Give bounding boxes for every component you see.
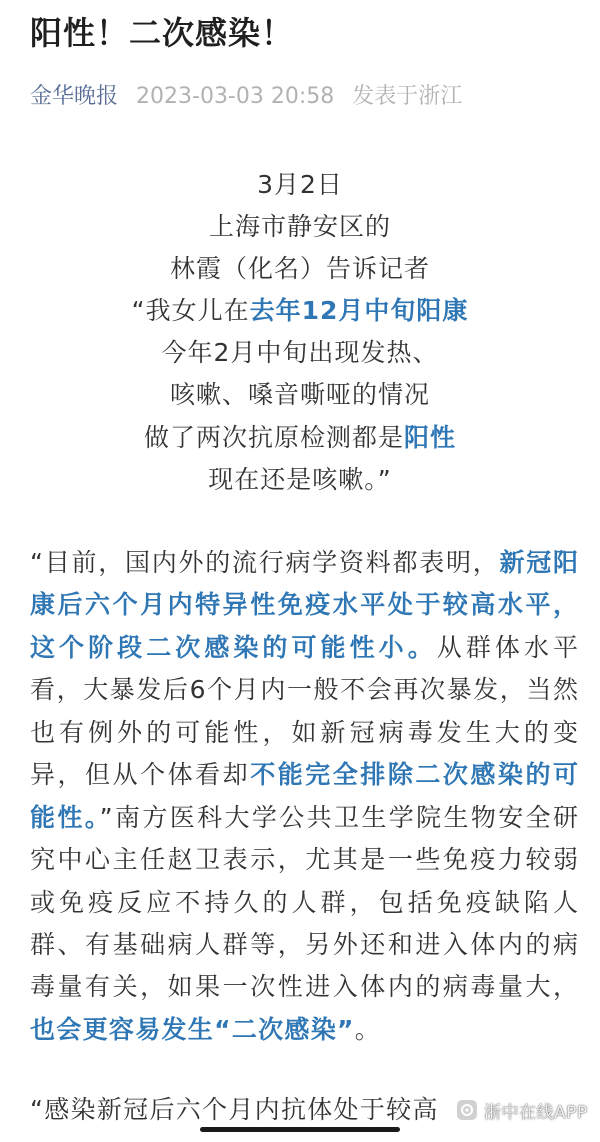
highlight-text: 这个阶段二次感染的可能性小。 xyxy=(30,632,437,662)
watermark xyxy=(454,1096,588,1124)
highlight-text: 去年12月中旬阳康 xyxy=(249,296,469,326)
highlight-text: 康后六个月内特异性免疫水平处于较高水平， xyxy=(30,590,578,620)
highlight-text: 能性。 xyxy=(30,802,100,832)
article-meta xyxy=(30,82,462,112)
body-line xyxy=(30,712,578,754)
publish-location: 发表于浙江 xyxy=(352,84,463,109)
highlight-text: 阳性 xyxy=(404,422,457,452)
plain-text: 看，大暴发后6个月内一般不会再次暴发，当然 xyxy=(30,675,578,705)
plain-text: ”南方医科大学公共卫生学院生物安全研 xyxy=(99,802,578,832)
body-line xyxy=(30,542,578,584)
intro-line xyxy=(0,332,600,374)
highlight-text: 新冠阳 xyxy=(499,548,578,577)
intro-line xyxy=(0,417,600,459)
body-line xyxy=(30,797,578,839)
body-line xyxy=(30,584,578,626)
body-line xyxy=(30,669,578,711)
plain-text: 做了两次抗原检测都是 xyxy=(143,422,404,452)
highlight-text: 也会更容易发生“二次感染” xyxy=(30,1014,355,1044)
body-line xyxy=(30,754,578,796)
plain-text: 或免疫反应不持久的人群，包括免疫缺陷人 xyxy=(30,887,578,917)
body-line xyxy=(30,627,578,669)
body-line xyxy=(30,882,578,924)
plain-text: “我女儿在 xyxy=(131,296,250,326)
plain-text: 现在还是咳嗽。” xyxy=(208,464,392,494)
plain-text: 群、有基础病人群等，另外还和进入体内的病 xyxy=(30,929,578,959)
plain-text: 咳嗽、嗓音嘶哑的情况 xyxy=(169,380,430,410)
intro-line xyxy=(0,374,600,416)
plain-text: 林霞（化名）告诉记者 xyxy=(169,254,430,284)
publish-datetime: 2023-03-03 20:58 xyxy=(136,84,335,109)
next-paragraph-start: “感染新冠后六个月内抗体处于较高 xyxy=(30,1095,439,1124)
body-line xyxy=(30,966,578,1008)
plain-text: 3月2日 xyxy=(257,170,343,199)
plain-text: 上海市静安区的 xyxy=(208,212,391,242)
home-indicator[interactable] xyxy=(200,1127,400,1132)
watermark-text: 浙中在线APP xyxy=(484,1102,588,1123)
intro-line xyxy=(0,290,600,332)
body-paragraph xyxy=(30,542,578,1051)
body-line xyxy=(30,924,578,966)
intro-line xyxy=(0,164,600,206)
account-name-link[interactable]: 金华晚报 xyxy=(30,84,119,109)
highlight-text: 不能完全排除二次感染的可 xyxy=(250,760,578,790)
body-line xyxy=(30,839,578,881)
body-line xyxy=(30,1009,578,1051)
plain-text: 也有例外的可能性，如新冠病毒发生大的变 xyxy=(30,717,578,747)
plain-text: 异，但从个体看却 xyxy=(30,760,251,790)
plain-text: 。 xyxy=(354,1014,382,1044)
intro-line xyxy=(0,459,600,501)
app-logo-icon xyxy=(454,1097,480,1123)
intro-block xyxy=(0,164,600,501)
intro-line xyxy=(0,206,600,248)
article-title: 阳性！二次感染！ xyxy=(30,14,295,52)
plain-text: “目前，国内外的流行病学资料都表明， xyxy=(30,548,500,577)
plain-text: 从群体水平 xyxy=(436,632,578,662)
plain-text: 究中心主任赵卫表示，尤其是一些免疫力较弱 xyxy=(30,845,578,875)
intro-line xyxy=(0,248,600,290)
plain-text: 毒量有关，如果一次性进入体内的病毒量大， xyxy=(30,972,578,1002)
plain-text: 今年2月中旬出现发热、 xyxy=(161,338,439,368)
